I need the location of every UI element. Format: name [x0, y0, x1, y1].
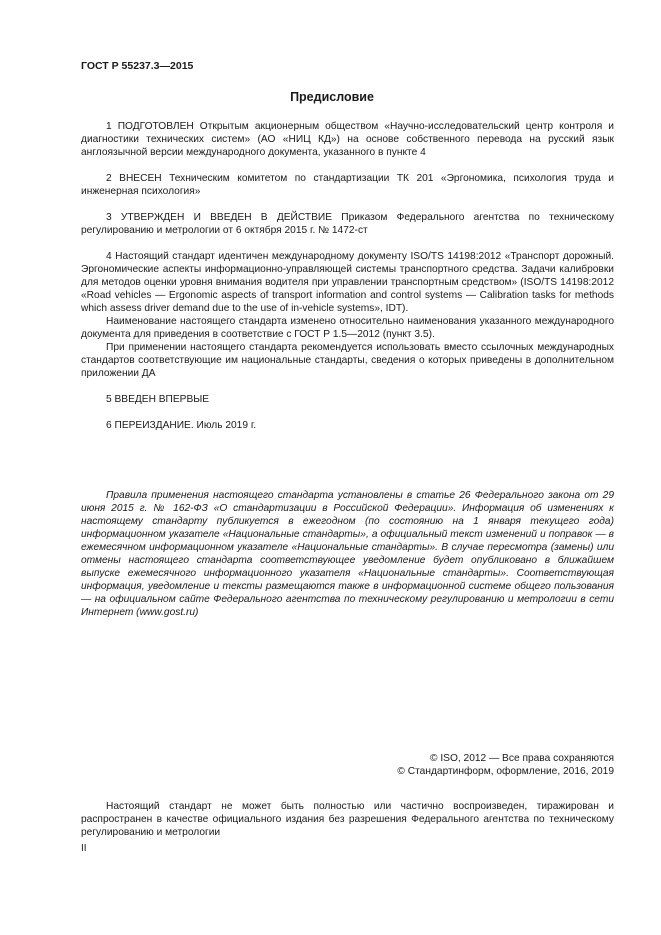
page-title: Предисловие: [290, 90, 374, 104]
page-number: II: [81, 843, 87, 854]
paragraph-title-changed: Наименование настоящего стандарта изменено относительно наименования указанного международного документа для приведения в соответствие с ГОСТ Р 1.5—2012 (пункт 3.5).: [81, 316, 614, 340]
copyright-standartinform: © Стандартинформ, оформление, 2016, 2019: [397, 766, 614, 777]
paragraph-reissue: 6 ПЕРЕИЗДАНИЕ. Июль 2019 г.: [106, 420, 257, 431]
standard-number-header: ГОСТ Р 55237.3—2015: [81, 60, 194, 72]
paragraph-prepared: 1 ПОДГОТОВЛЕН Открытым акционерным обществом «Научно-исследовательский центр контроля и диагностики технических систем» (АО «НИЦ КД») на основе собственного перевода на русский язык англоязычной версии международного документа, указанного в пункте 4: [81, 121, 614, 158]
reproduction-notice: [81, 800, 614, 839]
rules-notice-text: Правила применения настоящего стандарта установлены в статье 26 Федерального закона от 29 июня 2015 г. № 162-ФЗ «О стандартизации в Российской Федерации». Информация об изменениях к настоящему стандарту публикуется в ежегодном (по состоянию на 1 января текущего года) информационном указателе «Национальные стандарты», а официальный текст изменений и поправок — в ежемесячном информационном указателе «Национальные стандарты». В случае пересмотра (замены) или отмены настоящего стандарта соответствующее уведомление будет опубликовано в ближайшем выпуске ежемесячного информационного указателя «Национальные стандарты». Соответствующая информация, уведомление и тексты размещаются также в информационной системе общего пользования — на официальном сайте Федерального агентства по техническому регулированию и метрологии в сети Интернет (www.gost.ru): [81, 490, 614, 618]
reproduction-notice-text: Настоящий стандарт не может быть полностью или частично воспроизведен, тиражирован и распространен в качестве официального издания без разрешения Федерального агентства по техническому регулированию и метрологии: [81, 801, 614, 838]
paragraph-identical: 4 Настоящий стандарт идентичен международному документу ISO/TS 14198:2012 «Транспорт дорожный. Эргономические аспекты информационно-управляющей системы транспортного средства. Задачи калибровки для методов оценки уровня внимания водителя при управлении транспортным средством» (ISO/TS 14198:2012 «Road vehicles — Ergonomic aspects of transport information and control systems — Calibration tasks for methods which assess driver demand due to the use of in-vehicle systems», IDT).: [81, 251, 614, 314]
foreword-body: [81, 120, 614, 432]
copyright-block: [397, 752, 614, 778]
rules-notice: [81, 489, 614, 619]
paragraph-submitted: 2 ВНЕСЕН Техническим комитетом по стандартизации ТК 201 «Эргономика, психология труда и инженерная психология»: [81, 173, 614, 197]
paragraph-application: При применении настоящего стандарта рекомендуется использовать вместо ссылочных международных стандартов соответствующие им национальные стандарты, сведения о которых приведены в дополнительном приложении ДА: [81, 342, 614, 379]
copyright-iso: © ISO, 2012 — Все права сохраняются: [430, 753, 614, 764]
paragraph-approved: 3 УТВЕРЖДЕН И ВВЕДЕН В ДЕЙСТВИЕ Приказом Федерального агентства по техническому регулированию и метрологии от 6 октября 2015 г. № 1472-ст: [81, 212, 614, 236]
paragraph-first-introduced: 5 ВВЕДЕН ВПЕРВЫЕ: [106, 394, 210, 405]
